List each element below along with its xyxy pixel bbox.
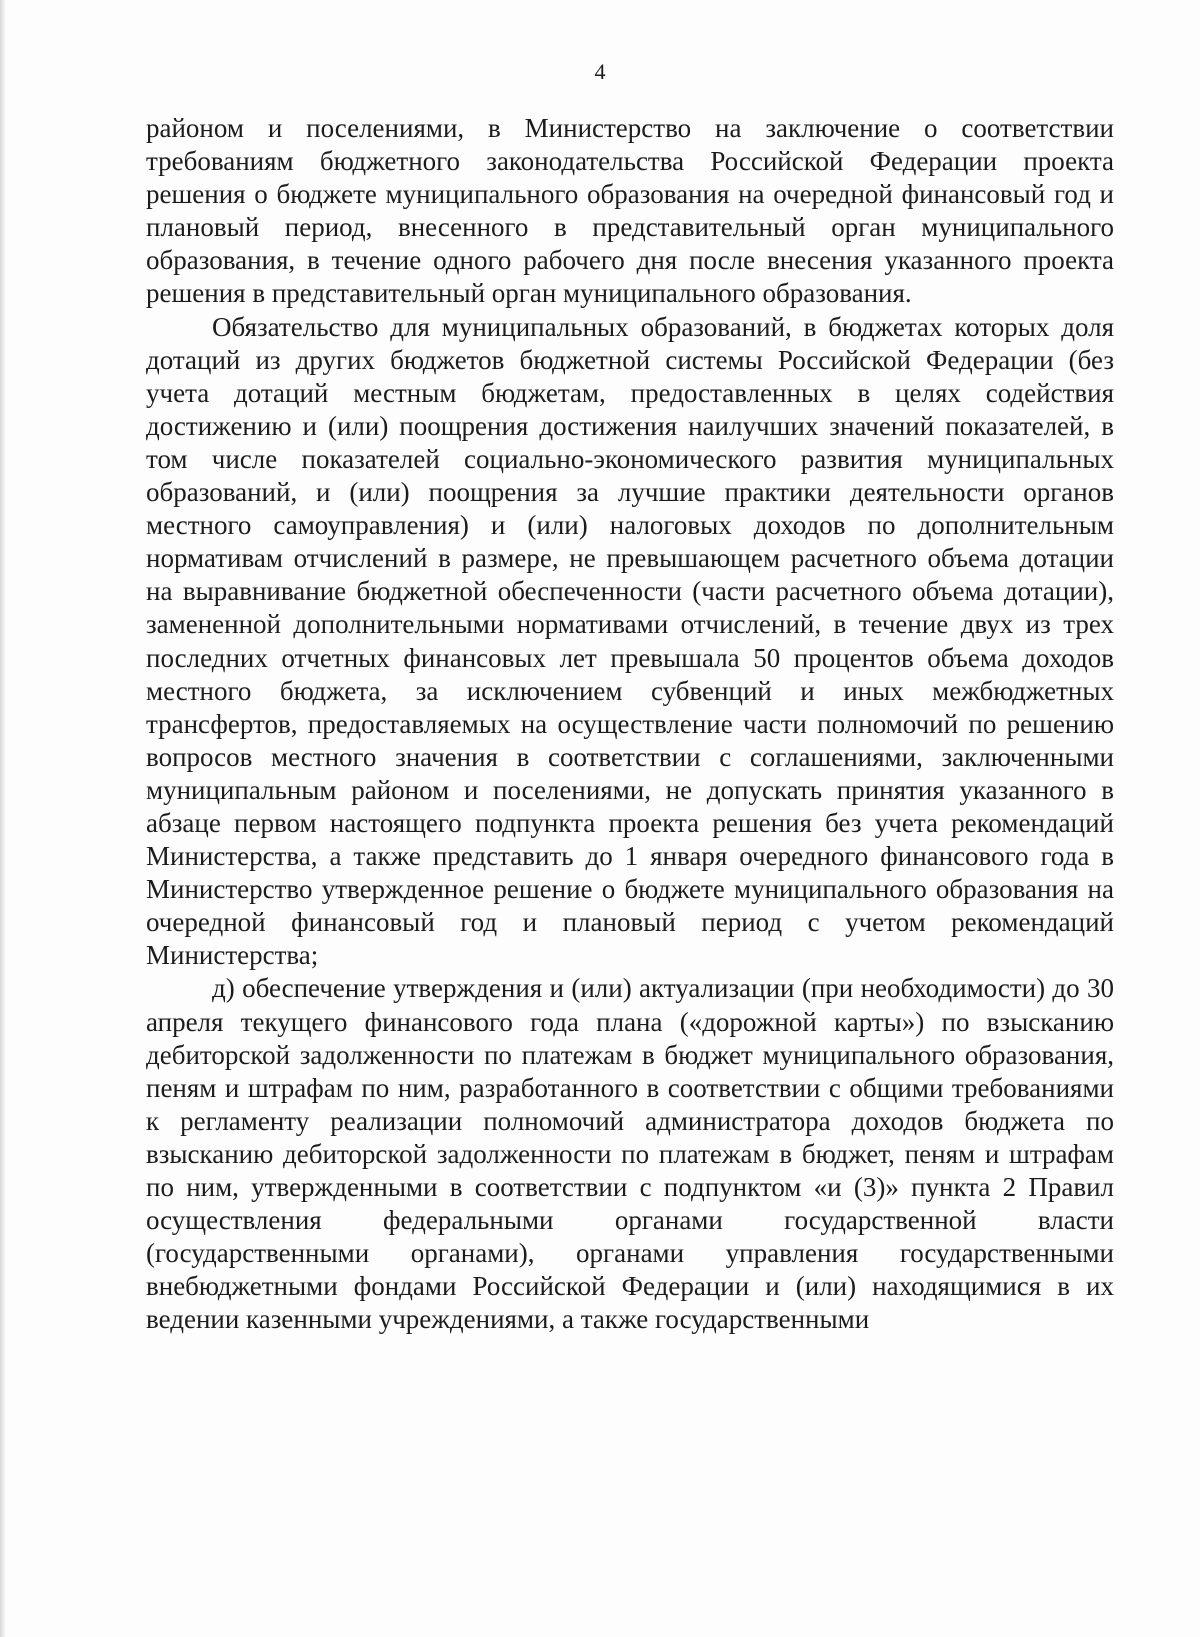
scan-edge-shadow (0, 0, 6, 1637)
paragraph-obligation: Обязательство для муниципальных образований, в бюджетах которых доля дотаций из других бюджетов бюджетной системы Российской Федерации (без учета дотаций местным бюджетам, предоставленных в целях содействия достижению и (или) поощрения достижения наилучших значений показателей, в том числе показателей социально-экономического развития муниципальных образований, и (или) поощрения за лучшие практики деятельности органов местного самоуправления) и (или) налоговых доходов по дополнительным нормативам отчислений в размере, не превышающем расчетного объема дотации на выравнивание бюджетной обеспеченности (части расчетного объема дотации), замененной дополнительными нормативами отчислений, в течение двух из трех последних отчетных финансовых лет превышала 50 процентов объема доходов местного бюджета, за исключением субвенций и иных межбюджетных трансфертов, предоставляемых на осуществление части полномочий по решению вопросов местного значения в соответствии с соглашениями, заключенными муниципальным районом и поселениями, не допускать принятия указанного в абзаце первом настоящего подпункта проекта решения без учета рекомендаций Министерства, а также представить до 1 января очередного финансового года в Министерство утвержденное решение о бюджете муниципального образования на очередной финансовый год и плановый период с учетом рекомендаций Министерства; (146, 311, 1114, 971)
paragraph-item-d: д) обеспечение утверждения и (или) актуализации (при необходимости) до 30 апреля текущего финансового года плана («дорожной карты») по взысканию дебиторской задолженности по платежам в бюджет муниципального образования, пеням и штрафам по ним, разработанного в соответствии с общими требованиями к регламенту реализации полномочий администратора доходов бюджета по взысканию дебиторской задолженности по платежам в бюджет, пеням и штрафам по ним, утвержденными в соответствии с подпунктом «и (3)» пункта 2 Правил осуществления федеральными органами государственной власти (государственными органами), органами управления государственными внебюджетными фондами Российской Федерации и (или) находящимися в их ведении казенными учреждениями, а также государственными (146, 973, 1114, 1335)
document-body (146, 112, 1114, 1336)
paragraph-continuation: районом и поселениями, в Министерство на заключение о соответствии требованиям бюджетного законодательства Российской Федерации проекта решения о бюджете муниципального образования на очередной финансовый год и плановый период, внесенного в представительный орган муниципального образования, в течение одного рабочего дня после внесения указанного проекта решения в представительный орган муниципального образования. (146, 113, 1114, 309)
page-number: 4 (594, 59, 606, 84)
